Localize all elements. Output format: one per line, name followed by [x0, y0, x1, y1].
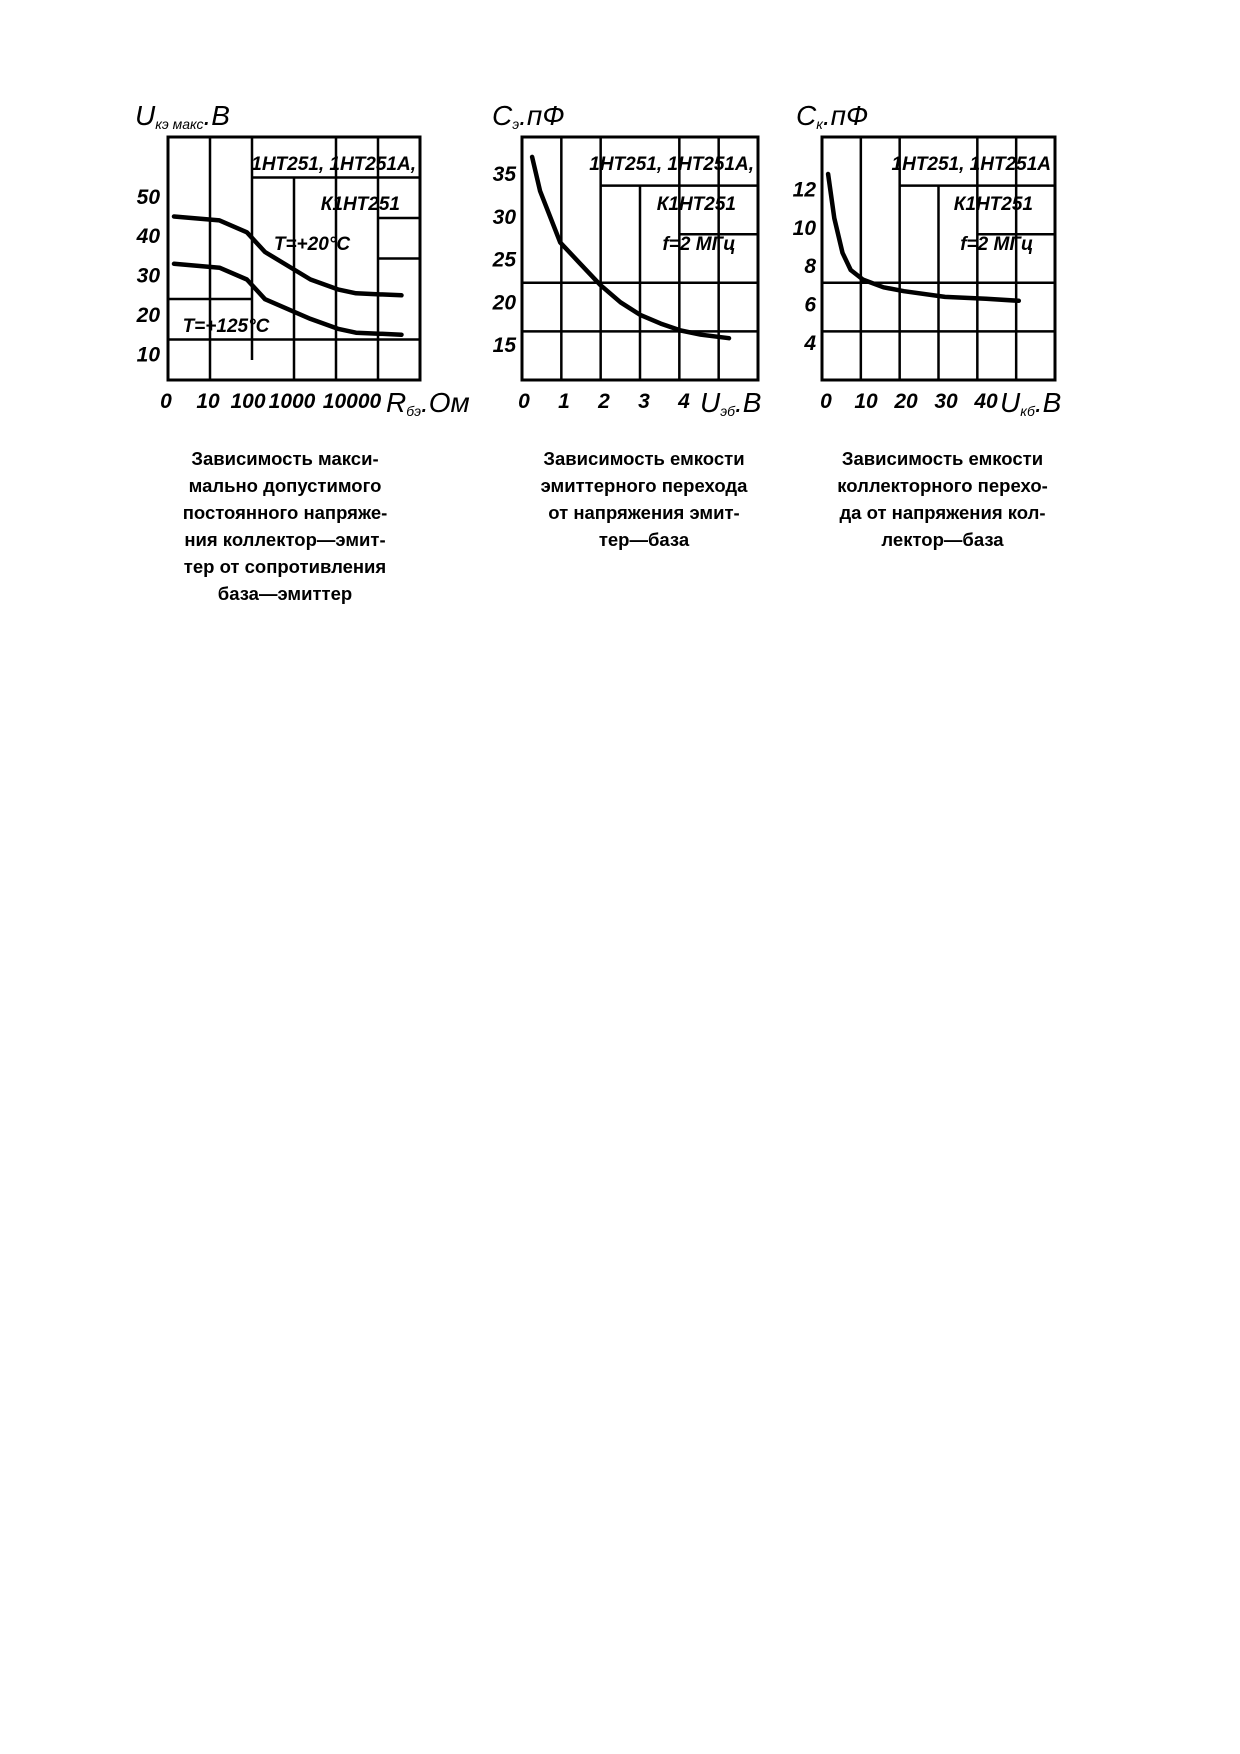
chart-collector-emitter-voltage — [135, 100, 470, 604]
x-axis-label: Uкб.B — [1000, 387, 1062, 419]
y-tick-label: 30 — [136, 264, 160, 288]
chart-caption-line: Зависимость емкости — [841, 448, 1044, 469]
x-tick-label: 0 — [518, 390, 530, 413]
y-axis-label: Uкэ макс.B — [135, 100, 230, 132]
y-axis-label: Cэ.пФ — [492, 100, 565, 132]
y-tick-label: 6 — [804, 293, 816, 317]
chart-caption-line: постоянного напряже- — [182, 502, 388, 523]
y-axis-label: Cк.пФ — [796, 100, 869, 132]
model-note: 1НТ251, 1НТ251А, — [589, 154, 754, 175]
chart-caption-line: тер—база — [598, 529, 690, 550]
x-tick-label: 10 — [196, 390, 220, 413]
model-note: К1НТ251 — [953, 194, 1033, 215]
y-tick-label: 20 — [136, 304, 160, 327]
x-tick-label: 3 — [638, 390, 650, 413]
chart-emitter-capacitance — [492, 100, 762, 550]
y-tick-label: 35 — [492, 163, 516, 186]
y-tick-label: 8 — [804, 255, 816, 279]
x-tick-label: 1000 — [268, 390, 316, 413]
x-tick-label: 40 — [974, 390, 998, 413]
y-tick-label: 20 — [492, 291, 516, 315]
x-tick-label: 10 — [854, 390, 878, 413]
x-tick-label: 2 — [598, 390, 610, 413]
y-tick-label: 15 — [492, 334, 516, 357]
y-tick-label: 30 — [492, 205, 516, 229]
series-label: T=+125°C — [182, 316, 270, 337]
y-tick-label: 10 — [136, 343, 160, 367]
chart-caption-line: коллекторного перехо- — [837, 475, 1048, 496]
chart-caption-line: Зависимость емкости — [543, 448, 745, 469]
frequency-note: f=2 МГц — [662, 234, 736, 255]
chart-caption-line: Зависимость макси- — [191, 448, 379, 469]
x-tick-label: 1 — [558, 390, 570, 413]
chart-caption-line: мально допустимого — [188, 475, 382, 496]
model-note: 1НТ251, 1НТ251А, — [251, 154, 416, 175]
model-note: К1НТ251 — [320, 194, 400, 215]
x-axis-label: Uэб.B — [700, 387, 762, 419]
chart-caption-line: от напряжения эмит- — [548, 502, 740, 523]
y-tick-label: 10 — [792, 216, 816, 240]
chart-caption-line: тер от сопротивления — [183, 556, 387, 577]
chart-caption-line: лектор—база — [881, 529, 1004, 550]
y-tick-label: 12 — [792, 178, 816, 202]
chart-caption-line: база—эмиттер — [217, 583, 353, 604]
x-tick-label: 10000 — [322, 390, 382, 413]
frequency-note: f=2 МГц — [960, 234, 1034, 255]
series-label: T=+20°C — [273, 234, 351, 255]
chart-caption-line: да от напряжения кол- — [839, 502, 1046, 523]
x-tick-label: 0 — [820, 390, 832, 413]
x-tick-label: 4 — [678, 390, 690, 413]
x-tick-label: 0 — [160, 390, 172, 413]
x-tick-label: 100 — [230, 390, 266, 413]
x-tick-label: 30 — [934, 390, 958, 413]
model-note: 1НТ251, 1НТ251А — [891, 154, 1051, 175]
y-tick-label: 25 — [492, 248, 516, 272]
chart-collector-capacitance — [793, 100, 1062, 550]
model-note: К1НТ251 — [656, 194, 736, 215]
y-tick-label: 50 — [136, 185, 160, 209]
y-tick-label: 4 — [804, 332, 816, 355]
chart-caption-line: ния коллектор—эмит- — [184, 529, 386, 550]
x-axis-label: Rбэ.Ом — [386, 387, 470, 419]
x-tick-label: 20 — [894, 390, 918, 413]
figures-svg — [0, 0, 1240, 700]
chart-caption-line: эмиттерного перехода — [540, 475, 748, 496]
y-tick-label: 40 — [136, 225, 160, 249]
